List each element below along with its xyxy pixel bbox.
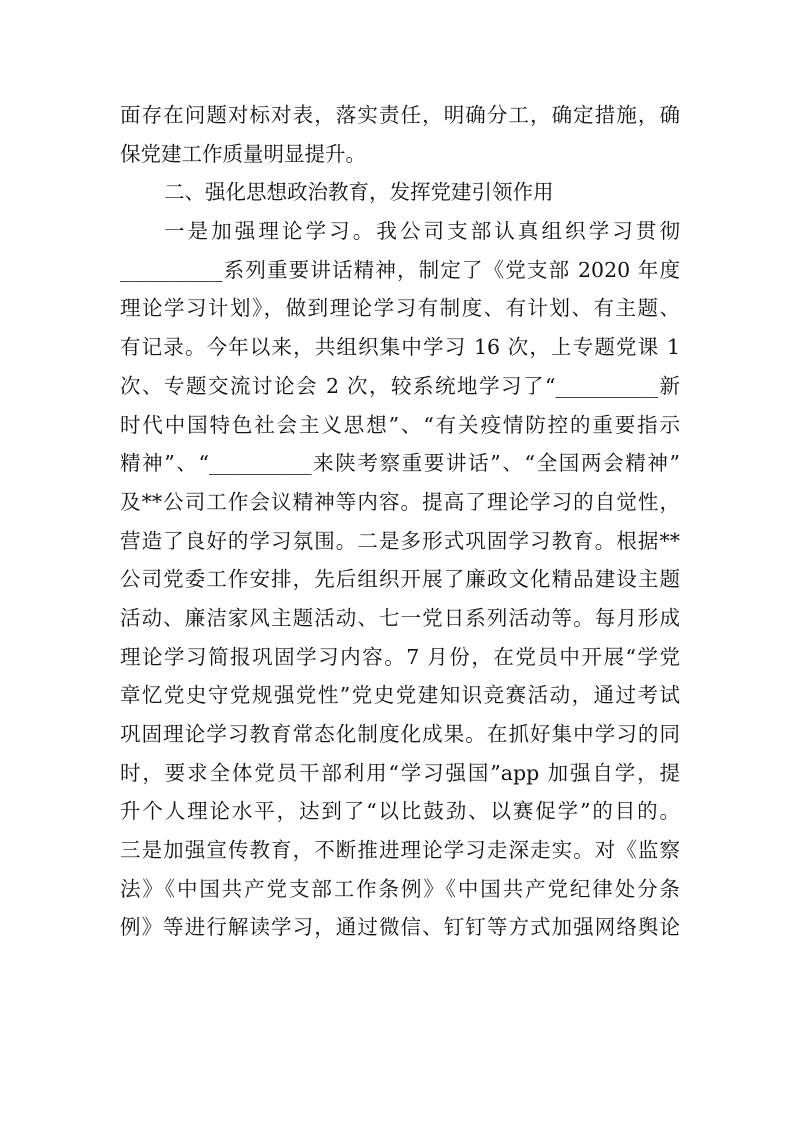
- body-line: 及**公司工作会议精神等内容。提高了理论学习的自觉性，: [120, 489, 680, 514]
- section-heading: 二、强化思想政治教育，发挥党建引领作用: [164, 180, 554, 205]
- body-line: 例》等进行解读学习，通过微信、钉钉等方式加强网络舆论: [120, 915, 680, 940]
- body-line: 升个人理论水平，达到了“以比鼓劲、以赛促学”的目的。: [120, 799, 680, 824]
- body-line: 章忆党史守党规强党性”党史党建知识竞赛活动，通过考试: [120, 683, 680, 708]
- body-line: 时，要求全体党员干部利用“学习强国”app 加强自学，提: [120, 760, 680, 785]
- body-line: __________系列重要讲话精神，制定了《党支部 2020 年度: [120, 257, 680, 282]
- body-line: 法》《中国共产党支部工作条例》《中国共产党纪律处分条: [120, 876, 680, 901]
- body-line: 次、专题交流讨论会 2 次，较系统地学习了“__________新: [120, 373, 680, 398]
- body-line: 理论学习简报巩固学习内容。7 月份，在党员中开展“学党: [120, 644, 680, 669]
- body-line: 精神”、“__________来陕考察重要讲话”、“全国两会精神”: [120, 451, 680, 476]
- body-line: 理论学习计划》，做到理论学习有制度、有计划、有主题、: [120, 296, 680, 321]
- body-line: 面存在问题对标对表，落实责任，明确分工，确定措施，确: [120, 103, 680, 127]
- body-line: 时代中国特色社会主义思想”、“有关疫情防控的重要指示: [120, 412, 680, 437]
- body-line: 营造了良好的学习氛围。二是多形式巩固学习教育。根据**: [120, 528, 680, 553]
- body-line: 活动、廉洁家风主题活动、七一党日系列活动等。每月形成: [120, 605, 680, 630]
- paragraph-first-line: 一是加强理论学习。我公司支部认真组织学习贯彻: [164, 219, 680, 244]
- body-line: 三是加强宣传教育，不断推进理论学习走深走实。对《监察: [120, 838, 680, 863]
- body-line: 巩固理论学习教育常态化制度化成果。在抓好集中学习的同: [120, 722, 680, 746]
- body-line: 保党建工作质量明显提升。: [120, 141, 366, 166]
- body-line: 有记录。今年以来，共组织集中学习 16 次，上专题党课 1: [120, 335, 680, 360]
- document-body: [120, 96, 680, 947]
- body-line: 公司党委工作安排，先后组织开展了廉政文化精品建设主题: [120, 567, 680, 592]
